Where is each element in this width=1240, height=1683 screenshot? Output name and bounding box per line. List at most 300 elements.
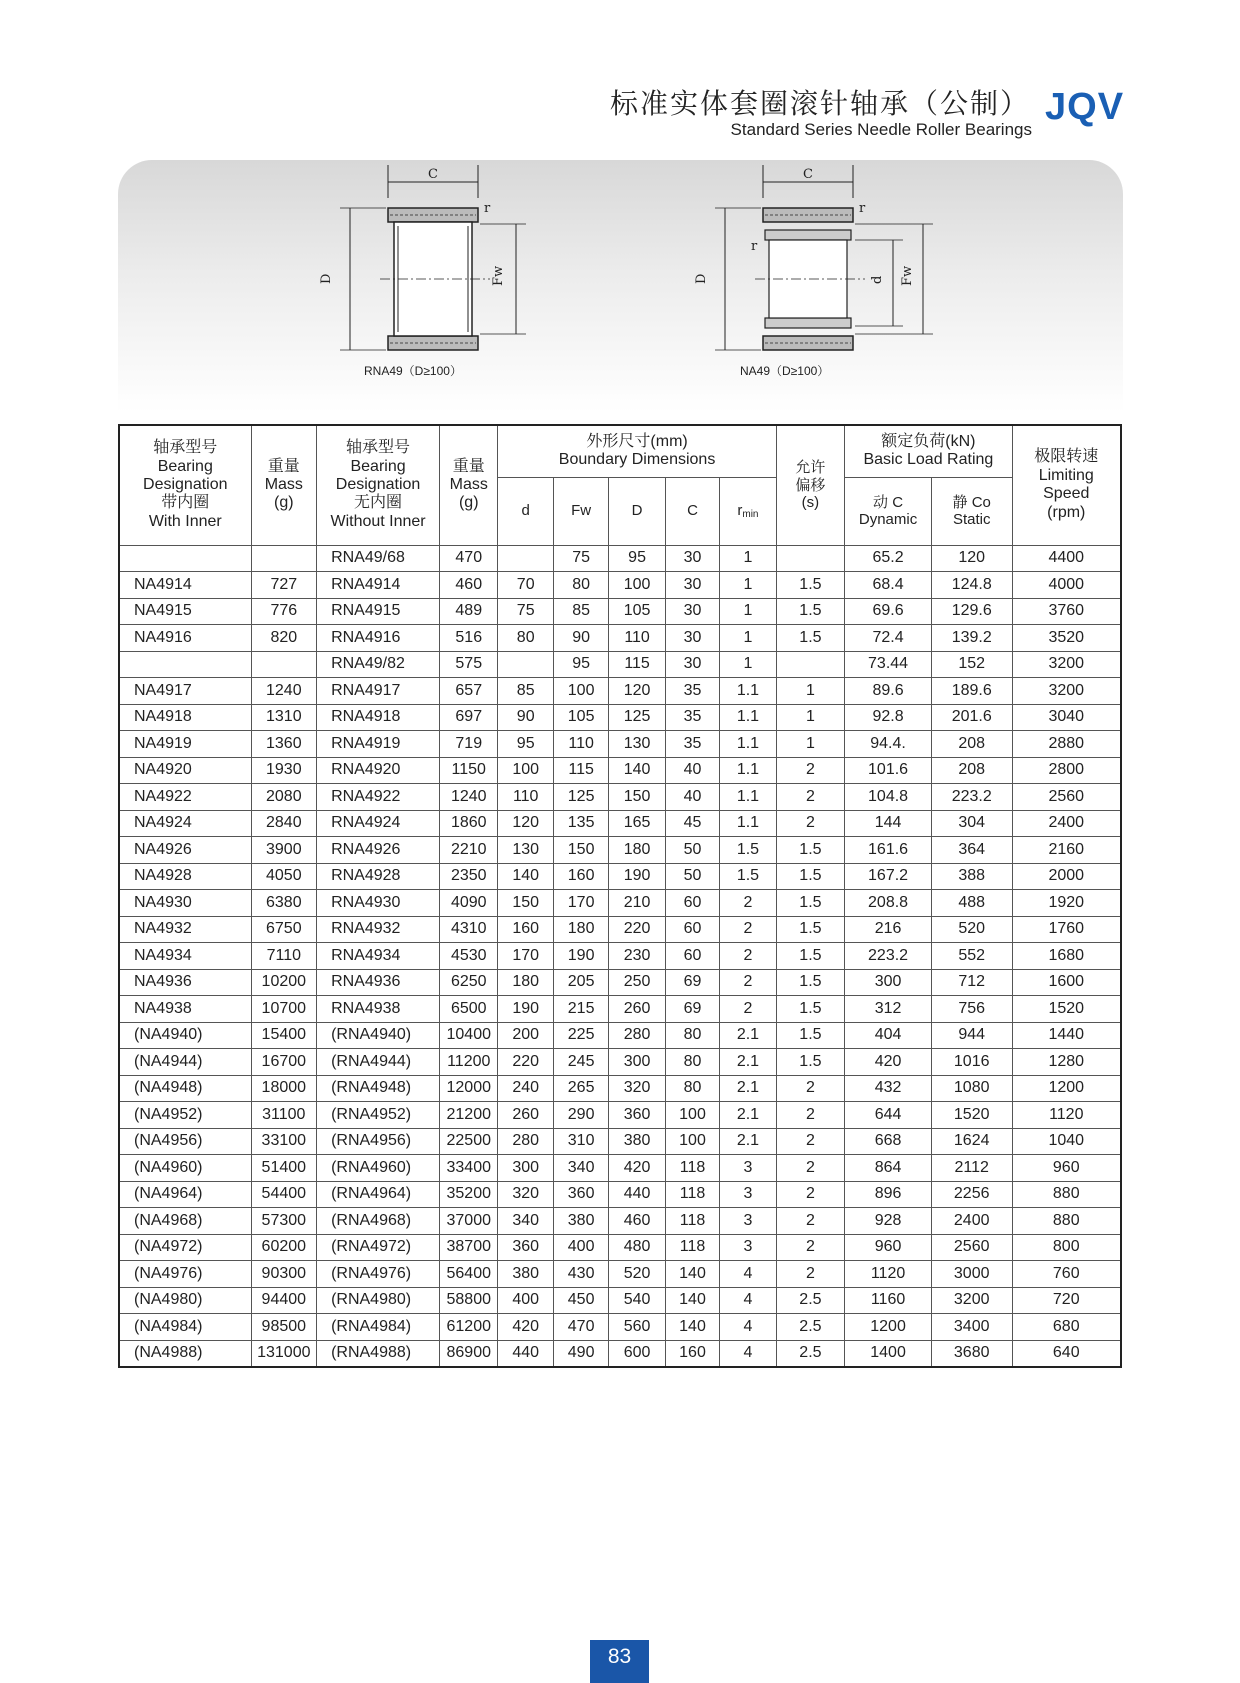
table-cell: 37000 bbox=[440, 1208, 498, 1235]
table-cell: 2400 bbox=[1012, 810, 1121, 837]
table-cell: 340 bbox=[553, 1155, 608, 1182]
table-row bbox=[119, 969, 1121, 996]
dim-label-r-inner: r bbox=[751, 239, 758, 254]
table-cell: 2 bbox=[776, 810, 845, 837]
table-cell: 719 bbox=[440, 731, 498, 758]
table-cell bbox=[251, 651, 317, 678]
table-cell: RNA4930 bbox=[317, 890, 440, 917]
table-cell bbox=[119, 545, 251, 572]
table-cell: 150 bbox=[498, 890, 553, 917]
table-cell: 1 bbox=[776, 678, 845, 705]
table-cell: 60 bbox=[665, 890, 719, 917]
header-static: 静 Co Static bbox=[931, 477, 1012, 545]
na49-diagram bbox=[694, 165, 933, 350]
table-cell: 35 bbox=[665, 731, 719, 758]
table-cell: 90 bbox=[498, 704, 553, 731]
table-cell: 2560 bbox=[1012, 784, 1121, 811]
table-cell: 4 bbox=[720, 1261, 776, 1288]
table-cell: 3 bbox=[720, 1181, 776, 1208]
table-cell: 6380 bbox=[251, 890, 317, 917]
table-cell: 1040 bbox=[1012, 1128, 1121, 1155]
table-cell: 135 bbox=[553, 810, 608, 837]
table-cell: 180 bbox=[609, 837, 665, 864]
table-cell: 6250 bbox=[440, 969, 498, 996]
table-cell: 470 bbox=[553, 1314, 608, 1341]
table-cell: 960 bbox=[845, 1234, 932, 1261]
table-cell: 12000 bbox=[440, 1075, 498, 1102]
table-cell: 1.5 bbox=[776, 572, 845, 599]
table-cell: 2.5 bbox=[776, 1340, 845, 1367]
table-cell bbox=[119, 651, 251, 678]
table-cell: (NA4976) bbox=[119, 1261, 251, 1288]
table-cell: NA4930 bbox=[119, 890, 251, 917]
table-cell: 60200 bbox=[251, 1234, 317, 1261]
table-row bbox=[119, 545, 1121, 572]
table-cell: 404 bbox=[845, 1022, 932, 1049]
table-cell: 4000 bbox=[1012, 572, 1121, 599]
table-cell: 4 bbox=[720, 1314, 776, 1341]
table-cell: 35 bbox=[665, 704, 719, 731]
table-cell: NA4934 bbox=[119, 943, 251, 970]
table-cell: 1 bbox=[720, 651, 776, 678]
header-rmin: $r_{min}$ bbox=[720, 477, 776, 545]
table-row bbox=[119, 1155, 1121, 1182]
table-cell: 1120 bbox=[1012, 1102, 1121, 1129]
table-cell: 3520 bbox=[1012, 625, 1121, 652]
table-cell: 180 bbox=[498, 969, 553, 996]
table-cell: 190 bbox=[609, 863, 665, 890]
table-cell: 225 bbox=[553, 1022, 608, 1049]
table-cell: 360 bbox=[553, 1181, 608, 1208]
table-row bbox=[119, 1181, 1121, 1208]
table-cell: 320 bbox=[498, 1181, 553, 1208]
table-cell: 144 bbox=[845, 810, 932, 837]
table-cell: NA4915 bbox=[119, 598, 251, 625]
table-cell: RNA4915 bbox=[317, 598, 440, 625]
table-row bbox=[119, 1261, 1121, 1288]
table-cell: 220 bbox=[609, 916, 665, 943]
table-cell: 4090 bbox=[440, 890, 498, 917]
table-cell: 18000 bbox=[251, 1075, 317, 1102]
table-cell: 40 bbox=[665, 784, 719, 811]
table-cell: 50 bbox=[665, 837, 719, 864]
table-cell: 260 bbox=[609, 996, 665, 1023]
table-cell: 6750 bbox=[251, 916, 317, 943]
table-cell: 1 bbox=[720, 572, 776, 599]
table-cell: RNA4928 bbox=[317, 863, 440, 890]
table-cell: (RNA4964) bbox=[317, 1181, 440, 1208]
table-cell: 1080 bbox=[931, 1075, 1012, 1102]
table-cell: 94400 bbox=[251, 1287, 317, 1314]
table-cell: 388 bbox=[931, 863, 1012, 890]
table-cell: 208.8 bbox=[845, 890, 932, 917]
table-cell: 86900 bbox=[440, 1340, 498, 1367]
table-cell: 11200 bbox=[440, 1049, 498, 1076]
table-cell: 165 bbox=[609, 810, 665, 837]
table-cell: 100 bbox=[498, 757, 553, 784]
table-cell bbox=[776, 545, 845, 572]
header-dynamic: 动 C Dynamic bbox=[845, 477, 932, 545]
table-row bbox=[119, 1075, 1121, 1102]
table-cell: 3900 bbox=[251, 837, 317, 864]
table-cell: 760 bbox=[1012, 1261, 1121, 1288]
table-cell: 896 bbox=[845, 1181, 932, 1208]
table-row bbox=[119, 1128, 1121, 1155]
table-cell: 2 bbox=[776, 1261, 845, 1288]
table-cell: (RNA4944) bbox=[317, 1049, 440, 1076]
table-cell: 3 bbox=[720, 1155, 776, 1182]
table-row bbox=[119, 731, 1121, 758]
table-cell: RNA4932 bbox=[317, 916, 440, 943]
table-cell: 2.1 bbox=[720, 1128, 776, 1155]
table-cell: (RNA4968) bbox=[317, 1208, 440, 1235]
table-cell: 80 bbox=[665, 1075, 719, 1102]
table-row bbox=[119, 890, 1121, 917]
table-cell: 58800 bbox=[440, 1287, 498, 1314]
table-cell: (RNA4956) bbox=[317, 1128, 440, 1155]
table-cell: NA4924 bbox=[119, 810, 251, 837]
table-cell: NA4919 bbox=[119, 731, 251, 758]
table-cell: 95 bbox=[498, 731, 553, 758]
table-cell: 697 bbox=[440, 704, 498, 731]
table-cell: 1624 bbox=[931, 1128, 1012, 1155]
table-cell: 139.2 bbox=[931, 625, 1012, 652]
table-cell: (NA4984) bbox=[119, 1314, 251, 1341]
table-cell: 1200 bbox=[845, 1314, 932, 1341]
table-cell: RNA4918 bbox=[317, 704, 440, 731]
table-cell: 480 bbox=[609, 1234, 665, 1261]
page-title-cn: 标准实体套圈滚针轴承（公制） bbox=[609, 87, 1030, 120]
table-cell: 245 bbox=[553, 1049, 608, 1076]
table-cell: 2 bbox=[776, 1155, 845, 1182]
table-cell: 75 bbox=[553, 545, 608, 572]
table-row bbox=[119, 1314, 1121, 1341]
dim-label-d-outer-right: D bbox=[694, 273, 709, 284]
table-row bbox=[119, 784, 1121, 811]
table-cell: 35 bbox=[665, 678, 719, 705]
table-cell: 95 bbox=[609, 545, 665, 572]
table-cell: 1440 bbox=[1012, 1022, 1121, 1049]
table-cell: 2112 bbox=[931, 1155, 1012, 1182]
table-cell: 1.5 bbox=[776, 598, 845, 625]
table-cell: RNA4936 bbox=[317, 969, 440, 996]
table-cell: 450 bbox=[553, 1287, 608, 1314]
table-cell: RNA4924 bbox=[317, 810, 440, 837]
table-cell: 72.4 bbox=[845, 625, 932, 652]
table-cell: 60 bbox=[665, 943, 719, 970]
table-cell: 2 bbox=[720, 890, 776, 917]
header-fw: Fw bbox=[553, 477, 608, 545]
table-cell: (NA4964) bbox=[119, 1181, 251, 1208]
table-cell: 61200 bbox=[440, 1314, 498, 1341]
table-cell: 30 bbox=[665, 625, 719, 652]
table-row bbox=[119, 572, 1121, 599]
table-cell: 1.5 bbox=[776, 943, 845, 970]
table-cell: 205 bbox=[553, 969, 608, 996]
table-cell: 1.1 bbox=[720, 704, 776, 731]
table-cell: 80 bbox=[553, 572, 608, 599]
table-cell: 1 bbox=[776, 704, 845, 731]
table-cell: 35200 bbox=[440, 1181, 498, 1208]
table-cell: 75 bbox=[498, 598, 553, 625]
table-cell: 460 bbox=[609, 1208, 665, 1235]
table-cell: 130 bbox=[609, 731, 665, 758]
table-row bbox=[119, 678, 1121, 705]
table-cell: (NA4956) bbox=[119, 1128, 251, 1155]
table-cell: 7110 bbox=[251, 943, 317, 970]
table-cell: 575 bbox=[440, 651, 498, 678]
table-cell: 125 bbox=[609, 704, 665, 731]
table-row bbox=[119, 704, 1121, 731]
page-number: 83 bbox=[590, 1640, 649, 1683]
table-cell: 110 bbox=[553, 731, 608, 758]
table-row bbox=[119, 1208, 1121, 1235]
table-cell: NA4922 bbox=[119, 784, 251, 811]
table-cell: 290 bbox=[553, 1102, 608, 1129]
table-row bbox=[119, 625, 1121, 652]
table-cell: 776 bbox=[251, 598, 317, 625]
table-cell: 1400 bbox=[845, 1340, 932, 1367]
table-cell: 340 bbox=[498, 1208, 553, 1235]
table-cell: 880 bbox=[1012, 1181, 1121, 1208]
table-cell: 320 bbox=[609, 1075, 665, 1102]
table-cell: 105 bbox=[609, 598, 665, 625]
brand-logo: JQV bbox=[1045, 86, 1125, 128]
table-cell: 1.5 bbox=[776, 916, 845, 943]
table-cell: 460 bbox=[440, 572, 498, 599]
table-cell: 21200 bbox=[440, 1102, 498, 1129]
table-cell: 152 bbox=[931, 651, 1012, 678]
table-cell: 89.6 bbox=[845, 678, 932, 705]
table-cell: 167.2 bbox=[845, 863, 932, 890]
table-cell: 360 bbox=[609, 1102, 665, 1129]
table-cell: 265 bbox=[553, 1075, 608, 1102]
table-cell: 1160 bbox=[845, 1287, 932, 1314]
table-cell: 552 bbox=[931, 943, 1012, 970]
table-cell: 201.6 bbox=[931, 704, 1012, 731]
table-cell: 22500 bbox=[440, 1128, 498, 1155]
table-cell: 3760 bbox=[1012, 598, 1121, 625]
table-cell: 189.6 bbox=[931, 678, 1012, 705]
table-cell: 210 bbox=[609, 890, 665, 917]
table-cell: 3200 bbox=[931, 1287, 1012, 1314]
table-cell: 280 bbox=[498, 1128, 553, 1155]
table-cell: 432 bbox=[845, 1075, 932, 1102]
table-cell: 110 bbox=[498, 784, 553, 811]
table-cell: 540 bbox=[609, 1287, 665, 1314]
table-cell: 2 bbox=[776, 1102, 845, 1129]
table-cell: 30 bbox=[665, 651, 719, 678]
header-mass-without-inner: 重量 Mass (g) bbox=[440, 425, 498, 545]
header-outer-d: D bbox=[609, 477, 665, 545]
table-cell: 2256 bbox=[931, 1181, 1012, 1208]
table-cell: 2210 bbox=[440, 837, 498, 864]
table-cell: 120 bbox=[931, 545, 1012, 572]
table-row bbox=[119, 996, 1121, 1023]
table-cell: 95 bbox=[553, 651, 608, 678]
diagram-panel bbox=[118, 160, 1123, 412]
table-cell: 30 bbox=[665, 545, 719, 572]
table-cell: 1.5 bbox=[776, 625, 845, 652]
table-cell: 1280 bbox=[1012, 1049, 1121, 1076]
table-cell: RNA4919 bbox=[317, 731, 440, 758]
table-cell: 2 bbox=[776, 784, 845, 811]
table-cell: 1520 bbox=[931, 1102, 1012, 1129]
table-cell: 15400 bbox=[251, 1022, 317, 1049]
rna49-diagram bbox=[319, 165, 526, 350]
table-cell: 69 bbox=[665, 969, 719, 996]
table-cell: 223.2 bbox=[845, 943, 932, 970]
table-row bbox=[119, 1022, 1121, 1049]
table-cell: 170 bbox=[498, 943, 553, 970]
dim-label-r-right: r bbox=[859, 201, 866, 216]
table-cell: 2880 bbox=[1012, 731, 1121, 758]
table-cell: 68.4 bbox=[845, 572, 932, 599]
table-cell: 2 bbox=[776, 1208, 845, 1235]
table-cell: 208 bbox=[931, 757, 1012, 784]
table-cell: 220 bbox=[498, 1049, 553, 1076]
table-cell: 3000 bbox=[931, 1261, 1012, 1288]
table-cell: NA4928 bbox=[119, 863, 251, 890]
dim-label-d-inner: d bbox=[870, 275, 885, 284]
table-cell: (NA4944) bbox=[119, 1049, 251, 1076]
table-cell: (NA4968) bbox=[119, 1208, 251, 1235]
table-cell: 129.6 bbox=[931, 598, 1012, 625]
table-cell: 150 bbox=[609, 784, 665, 811]
table-cell: (RNA4948) bbox=[317, 1075, 440, 1102]
table-row bbox=[119, 598, 1121, 625]
table-cell: 300 bbox=[845, 969, 932, 996]
table-cell: RNA49/82 bbox=[317, 651, 440, 678]
table-row bbox=[119, 757, 1121, 784]
table-cell: 260 bbox=[498, 1102, 553, 1129]
table-cell: 2 bbox=[776, 1075, 845, 1102]
table-cell: 3400 bbox=[931, 1314, 1012, 1341]
table-cell: 1360 bbox=[251, 731, 317, 758]
table-cell: 1920 bbox=[1012, 890, 1121, 917]
table-cell: 240 bbox=[498, 1075, 553, 1102]
table-cell: (NA4952) bbox=[119, 1102, 251, 1129]
table-cell: NA4932 bbox=[119, 916, 251, 943]
table-cell: 380 bbox=[609, 1128, 665, 1155]
table-cell: 110 bbox=[609, 625, 665, 652]
table-cell: (RNA4960) bbox=[317, 1155, 440, 1182]
table-cell: 4 bbox=[720, 1287, 776, 1314]
table-cell: 488 bbox=[931, 890, 1012, 917]
table-cell: 1600 bbox=[1012, 969, 1121, 996]
table-body bbox=[119, 545, 1121, 1367]
dim-label-r: r bbox=[484, 201, 491, 216]
table-cell: 215 bbox=[553, 996, 608, 1023]
table-cell: 1520 bbox=[1012, 996, 1121, 1023]
table-cell: 680 bbox=[1012, 1314, 1121, 1341]
table-cell: 140 bbox=[665, 1314, 719, 1341]
table-cell: (NA4988) bbox=[119, 1340, 251, 1367]
table-cell: 490 bbox=[553, 1340, 608, 1367]
table-cell: NA4914 bbox=[119, 572, 251, 599]
table-cell: 16700 bbox=[251, 1049, 317, 1076]
table-cell: 90300 bbox=[251, 1261, 317, 1288]
table-row bbox=[119, 1340, 1121, 1367]
table-cell: 70 bbox=[498, 572, 553, 599]
table-cell: 3680 bbox=[931, 1340, 1012, 1367]
table-cell: 131000 bbox=[251, 1340, 317, 1367]
table-cell: 2160 bbox=[1012, 837, 1121, 864]
table-cell: 2 bbox=[776, 1181, 845, 1208]
table-row bbox=[119, 863, 1121, 890]
table-cell: 1860 bbox=[440, 810, 498, 837]
table-cell: 1 bbox=[720, 598, 776, 625]
table-cell: 2.1 bbox=[720, 1049, 776, 1076]
table-cell: 1016 bbox=[931, 1049, 1012, 1076]
table-cell: 1760 bbox=[1012, 916, 1121, 943]
table-cell: 2400 bbox=[931, 1208, 1012, 1235]
table-cell: 250 bbox=[609, 969, 665, 996]
table-cell: 3040 bbox=[1012, 704, 1121, 731]
header-without-inner: 轴承型号 Bearing Designation 无内圈 Without Inner bbox=[317, 425, 440, 545]
table-cell: 420 bbox=[498, 1314, 553, 1341]
table-cell: 380 bbox=[498, 1261, 553, 1288]
table-cell: 208 bbox=[931, 731, 1012, 758]
header-basic-load-rating: 额定负荷(kN) Basic Load Rating bbox=[845, 425, 1012, 477]
dim-label-d-outer: D bbox=[319, 273, 334, 284]
table-cell: 1.5 bbox=[776, 1049, 845, 1076]
table-cell: 1 bbox=[720, 545, 776, 572]
table-cell: 470 bbox=[440, 545, 498, 572]
table-cell: 360 bbox=[498, 1234, 553, 1261]
table-cell: 1 bbox=[720, 625, 776, 652]
table-row bbox=[119, 837, 1121, 864]
table-cell: 520 bbox=[609, 1261, 665, 1288]
header-d: d bbox=[498, 477, 553, 545]
table-cell: 1.5 bbox=[720, 863, 776, 890]
table-cell: 420 bbox=[845, 1049, 932, 1076]
table-cell: 2.1 bbox=[720, 1102, 776, 1129]
table-cell: RNA4934 bbox=[317, 943, 440, 970]
table-cell: 80 bbox=[498, 625, 553, 652]
table-cell: 73.44 bbox=[845, 651, 932, 678]
table-cell: 2 bbox=[776, 1128, 845, 1155]
table-cell: 118 bbox=[665, 1155, 719, 1182]
table-cell: 160 bbox=[665, 1340, 719, 1367]
table-cell: NA4926 bbox=[119, 837, 251, 864]
table-cell: 400 bbox=[553, 1234, 608, 1261]
table-cell: 820 bbox=[251, 625, 317, 652]
table-cell: 2 bbox=[720, 996, 776, 1023]
table-cell: 1240 bbox=[251, 678, 317, 705]
table-cell: 161.6 bbox=[845, 837, 932, 864]
table-cell: 69 bbox=[665, 996, 719, 1023]
table-cell: 1200 bbox=[1012, 1075, 1121, 1102]
table-cell: 115 bbox=[553, 757, 608, 784]
table-cell: 100 bbox=[609, 572, 665, 599]
dim-label-c: C bbox=[428, 167, 438, 182]
table-cell: 3200 bbox=[1012, 678, 1121, 705]
table-cell: 1.1 bbox=[720, 810, 776, 837]
table-cell: 864 bbox=[845, 1155, 932, 1182]
table-cell: 33400 bbox=[440, 1155, 498, 1182]
table-cell: 2350 bbox=[440, 863, 498, 890]
table-cell: 80 bbox=[665, 1049, 719, 1076]
table-cell bbox=[776, 651, 845, 678]
table-cell: 140 bbox=[665, 1287, 719, 1314]
table-cell: NA4936 bbox=[119, 969, 251, 996]
table-cell: 85 bbox=[553, 598, 608, 625]
table-cell: 1.5 bbox=[776, 1022, 845, 1049]
table-cell: 150 bbox=[553, 837, 608, 864]
table-cell: (NA4960) bbox=[119, 1155, 251, 1182]
table-cell: 180 bbox=[553, 916, 608, 943]
